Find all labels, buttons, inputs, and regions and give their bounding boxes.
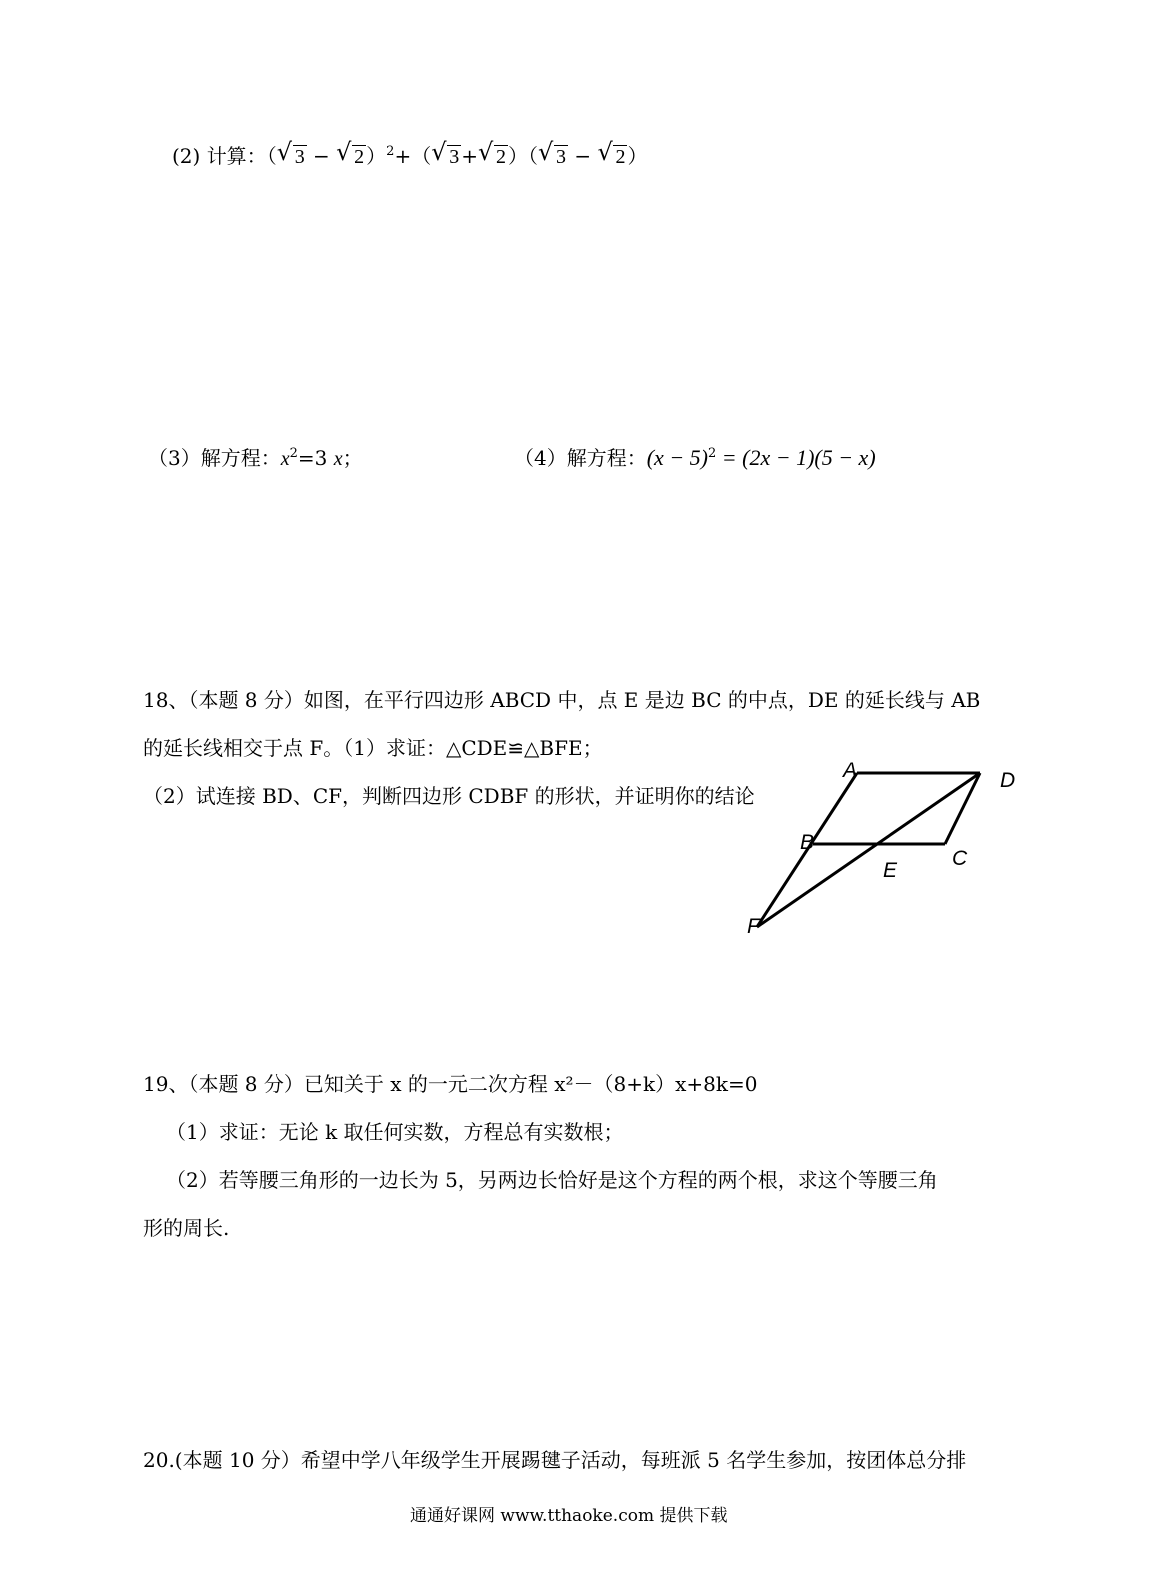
q19-line3: （2）若等腰三角形的一边长为 5，另两边长恰好是这个方程的两个根，求这个等腰三角 — [166, 1168, 938, 1192]
q17-part4-label: （4）解方程： — [514, 446, 647, 470]
sqrt-3: √ 3 — [537, 138, 566, 168]
q20-line1: 20.(本题 10 分）希望中学八年级学生开展踢毽子活动，每班派 5 名学生参加，按团体总分排 — [143, 1448, 967, 1472]
q17-part3: （3）解方程：$x^2=3$ x； — [148, 446, 363, 470]
q17-part4-eq-right: = (2x − 1)(5 − x) — [716, 445, 876, 470]
page-footer: 通通好课网 www.tthaoke.com 提供下载 — [410, 1506, 728, 1526]
var-x: x — [280, 448, 290, 470]
segment-df — [757, 773, 980, 927]
q17-part3-label: （3）解方程： — [148, 446, 281, 470]
q18-line3: （2）试连接 BD、CF，判断四边形 CDBF 的形状，并证明你的结论 — [143, 784, 755, 808]
sqrt-2: √ 2 — [597, 138, 626, 168]
q19-line1: 19、（本题 8 分）已知关于 x 的一元二次方程 x²－（8+k）x+8k=0 — [143, 1072, 758, 1096]
q17-part4-eq-left: (x − 5) — [646, 445, 708, 470]
sqrt-3: √ 3 — [431, 138, 460, 168]
point-label-b: B — [800, 831, 815, 854]
point-label-d: D — [1000, 769, 1016, 792]
q19-line2: （1）求证：无论 k 取任何实数，方程总有实数根； — [166, 1120, 624, 1144]
q17-part4: （4）解方程：$(x - 5)^2 = (2x - 1)(5 - x)$ — [514, 445, 876, 470]
point-label-a: A — [843, 759, 858, 782]
q18-line2: 的延长线相交于点 F。（1）求证：△CDE≌△BFE； — [143, 736, 603, 760]
q17-part3-end: ； — [342, 446, 363, 470]
q19-line4: 形的周长. — [143, 1216, 230, 1240]
q18-line1: 18、（本题 8 分）如图，在平行四边形 ABCD 中，点 E 是边 BC 的中点，DE 的延长线与 AB — [143, 688, 981, 712]
q17-part3-eq: =3 — [297, 446, 328, 470]
q17-part2-label: (2) 计算： — [172, 144, 267, 168]
sqrt-3: √ 3 — [276, 138, 305, 168]
point-label-c: C — [952, 847, 968, 870]
sqrt-2: √ 2 — [477, 138, 506, 168]
parallelogram-figure — [745, 755, 1045, 955]
point-label-e: E — [883, 859, 898, 882]
sqrt-2: √ 2 — [336, 138, 365, 168]
var-x: x — [333, 448, 343, 470]
point-label-f: F — [747, 915, 760, 938]
q17-part2: (2) 计算：（ √ 3 − √ 2 ）$^2$+（ √ 3 + √ 2 ）（ √ 3 − √ 2 ） — [172, 138, 647, 171]
